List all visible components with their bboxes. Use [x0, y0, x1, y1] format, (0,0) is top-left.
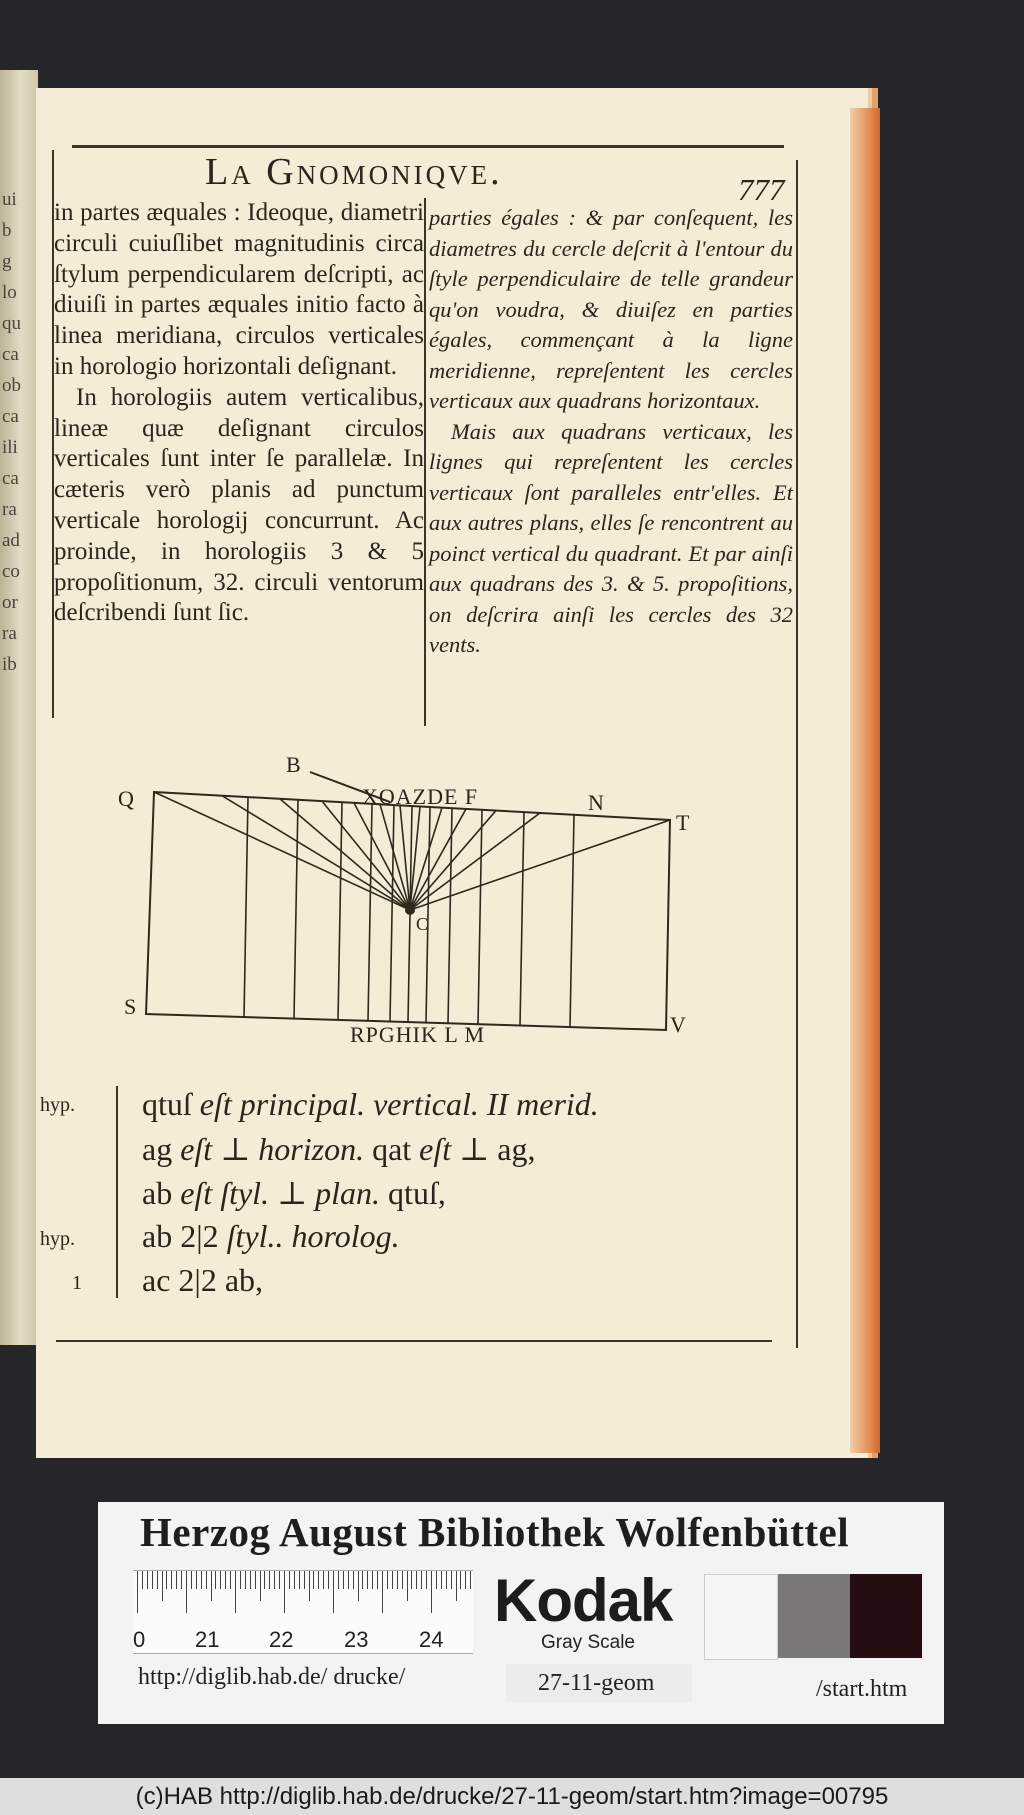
- top-rule: [72, 145, 784, 148]
- ray-to-point-c: [322, 801, 410, 910]
- facing-page-fragment: ca: [2, 468, 19, 489]
- ruler-tick: [348, 1571, 349, 1589]
- measurement-ruler: [133, 1570, 473, 1654]
- ruler-tick: [299, 1571, 300, 1589]
- formula-term: ab: [142, 1175, 181, 1211]
- ruler-tick: [304, 1571, 305, 1589]
- column-divider: [424, 198, 426, 726]
- ruler-tick: [274, 1571, 275, 1589]
- vertical-circle-line: [338, 802, 342, 1020]
- ruler-tick: [279, 1571, 280, 1589]
- black-swatch: [850, 1574, 922, 1658]
- latin-paragraph: in partes æquales : Ideoque, diametri circuli cuiuſlibet magnitudinis circa ſtylum perpendicularem deſcripti, ac diuiſi in partes æquales initio facto à linea meridiana, circulos verticales in horologio horizontali deſignant.: [54, 199, 424, 380]
- ruler-tick: [215, 1571, 216, 1589]
- ruler-tick: [392, 1571, 393, 1589]
- facing-page-fragment: g: [2, 251, 12, 272]
- ruler-tick: [318, 1571, 319, 1589]
- latin-paragraph: In horologiis autem verticalibus, lineæ quæ deſignant circulos verticales ſunt inter ſe parallelæ. In cæteris verò planis ad punctum verticale horologij concurrunt. Ac proinde, in horologiis 3 & 5 propoſitionum, 32. circuli ventorum deſcribendi ſunt ſic.: [54, 383, 424, 627]
- facing-page-fragment: ca: [2, 406, 19, 427]
- margin-label: 1: [72, 1272, 82, 1294]
- facing-page-edge: [0, 70, 38, 1345]
- formula-term: qat: [364, 1131, 420, 1167]
- facing-page-fragment: co: [2, 561, 20, 582]
- vertical-circle-line: [244, 797, 248, 1017]
- formula-term: qtuſ,: [380, 1175, 446, 1211]
- ruler-tick: [250, 1571, 251, 1589]
- ruler-tick: [456, 1571, 457, 1601]
- label-c: C: [416, 914, 429, 934]
- formula-term: ſtyl.. horolog.: [226, 1218, 400, 1254]
- ruler-number: 21: [195, 1627, 220, 1652]
- facing-page-fragment: ad: [2, 530, 20, 551]
- ruler-tick: [162, 1571, 163, 1601]
- ruler-tick: [260, 1571, 261, 1601]
- page-fore-edge: [850, 108, 880, 1453]
- label-q: Q: [118, 786, 134, 811]
- formula-term: ag,: [489, 1131, 536, 1167]
- url-prefix: http://diglib.hab.de/ drucke/: [138, 1664, 406, 1690]
- ruler-tick: [460, 1571, 461, 1589]
- ruler-tick: [196, 1571, 197, 1589]
- library-name: Herzog August Bibliothek Wolfenbüttel: [140, 1509, 850, 1555]
- ruler-tick: [191, 1571, 192, 1589]
- ruler-tick: [147, 1571, 148, 1589]
- facing-page-fragment: ili: [2, 437, 18, 458]
- gray-swatch: [778, 1574, 850, 1658]
- ruler-tick: [338, 1571, 339, 1589]
- formula-term: ag: [142, 1131, 181, 1167]
- ruler-tick: [235, 1571, 236, 1613]
- ruler-number: 22: [269, 1627, 294, 1652]
- ruler-tick: [152, 1571, 153, 1589]
- formula-term: eſt ⊥: [419, 1131, 490, 1167]
- kodak-logo: Kodak: [494, 1567, 673, 1634]
- ruler-tick: [323, 1571, 324, 1589]
- ruler-tick: [367, 1571, 368, 1589]
- ruler-tick: [309, 1571, 310, 1601]
- white-swatch: [704, 1574, 778, 1660]
- ruler-tick: [333, 1571, 334, 1613]
- ruler-tick: [387, 1571, 388, 1589]
- ruler-tick: [397, 1571, 398, 1589]
- vertical-circle-line: [520, 812, 524, 1026]
- ruler-tick: [402, 1571, 403, 1589]
- ruler-tick: [421, 1571, 422, 1589]
- ruler-tick: [446, 1571, 447, 1589]
- facing-page-fragment: lo: [2, 282, 17, 303]
- facing-page-fragment: or: [2, 592, 18, 613]
- ruler-tick: [362, 1571, 363, 1589]
- facing-page-fragment: b: [2, 220, 12, 241]
- ruler-tick: [426, 1571, 427, 1589]
- ruler-tick: [470, 1571, 471, 1589]
- ruler-tick: [142, 1571, 143, 1589]
- ruler-tick: [284, 1571, 285, 1613]
- formula-term: eſt principal. vertical. II merid.: [199, 1086, 599, 1122]
- formula-term: eſt ⊥ horizon.: [180, 1131, 365, 1167]
- ruler-number: 23: [344, 1627, 369, 1652]
- ruler-tick: [377, 1571, 378, 1589]
- ruler-tick: [465, 1571, 466, 1589]
- ruler-tick: [230, 1571, 231, 1589]
- facing-page-fragment: qu: [2, 313, 21, 334]
- ruler-number: 24: [419, 1627, 444, 1652]
- ray-to-point-c: [280, 799, 410, 910]
- facing-page-fragment: ob: [2, 375, 21, 396]
- ruler-tick: [372, 1571, 373, 1589]
- formula-line: [142, 1174, 446, 1212]
- vertical-circle-line: [478, 810, 482, 1025]
- formula-line: [142, 1218, 400, 1255]
- ruler-number: 0: [133, 1627, 146, 1652]
- ruler-tick: [211, 1571, 212, 1601]
- formula-line: [142, 1086, 599, 1123]
- formula-term: ab 2|2: [142, 1218, 227, 1254]
- french-column: [429, 203, 793, 661]
- label-s: S: [124, 994, 137, 1019]
- facing-page-fragment: ui: [2, 189, 17, 210]
- ruler-tick: [240, 1571, 241, 1589]
- copyright-footer: (c)HAB http://diglib.hab.de/drucke/27-11-geom/start.htm?image=00795: [0, 1778, 1024, 1815]
- ruler-tick: [269, 1571, 270, 1589]
- ruler-tick: [411, 1571, 412, 1589]
- facing-page-fragment: ra: [2, 623, 17, 644]
- facing-page-fragment: ib: [2, 654, 17, 675]
- formula-bracket: [116, 1086, 118, 1298]
- gray-scale-label: Gray Scale: [541, 1632, 635, 1653]
- ruler-tick: [225, 1571, 226, 1589]
- label-v: V: [670, 1012, 686, 1037]
- ruler-tick: [416, 1571, 417, 1589]
- ruler-tick: [328, 1571, 329, 1589]
- ruler-tick: [431, 1571, 432, 1613]
- margin-label: hyp.: [40, 1094, 75, 1116]
- facing-page-fragment: ra: [2, 499, 17, 520]
- formula-line: [142, 1130, 535, 1168]
- ruler-tick: [407, 1571, 408, 1601]
- ruler-tick: [289, 1571, 290, 1589]
- ruler-tick: [186, 1571, 187, 1613]
- ruler-tick: [137, 1571, 138, 1613]
- ruler-tick: [436, 1571, 437, 1589]
- ruler-tick: [245, 1571, 246, 1589]
- formula-term: eſt ſtyl. ⊥ plan.: [180, 1175, 381, 1211]
- ruler-tick: [313, 1571, 314, 1589]
- ruler-tick: [294, 1571, 295, 1589]
- ruler-tick: [343, 1571, 344, 1589]
- ruler-tick: [264, 1571, 265, 1589]
- running-head: La Gnomoniqve.: [205, 151, 503, 193]
- ruler-tick: [255, 1571, 256, 1589]
- point-c-dot: [405, 905, 415, 915]
- vertical-circle-line: [570, 815, 574, 1027]
- ruler-tick: [181, 1571, 182, 1589]
- url-suffix: /start.htm: [816, 1676, 908, 1702]
- ruler-tick: [206, 1571, 207, 1589]
- vertical-circle-line: [390, 805, 394, 1022]
- ruler-tick: [157, 1571, 158, 1589]
- url-id: 27-11-geom: [538, 1670, 655, 1696]
- bottom-rule: [56, 1340, 772, 1342]
- label-t: T: [676, 810, 690, 835]
- ruler-tick: [451, 1571, 452, 1589]
- ruler-tick: [201, 1571, 202, 1589]
- vertical-circle-line: [294, 800, 298, 1019]
- ruler-tick: [358, 1571, 359, 1601]
- ruler-tick: [176, 1571, 177, 1589]
- right-frame-line: [796, 160, 798, 1348]
- formula-line: [142, 1262, 263, 1299]
- formula-term: qtuſ: [142, 1086, 200, 1122]
- ruler-tick: [166, 1571, 167, 1589]
- ruler-tick: [382, 1571, 383, 1613]
- formula-term: ac 2|2 ab,: [142, 1262, 264, 1298]
- ruler-tick: [441, 1571, 442, 1589]
- facing-page-fragment: ca: [2, 344, 19, 365]
- label-b: B: [286, 752, 301, 777]
- label-bottom-points: RPGHIK L M: [350, 1022, 486, 1047]
- margin-label: hyp.: [40, 1228, 75, 1250]
- ruler-tick: [220, 1571, 221, 1589]
- french-paragraph: Mais aux quadrans verticaux, les lignes qui repreſentent les cercles verticaux ſont paralleles entr'elles. Et aux autres plans, elles ſe rencontrent au poinct vertical du quadrant. Et par ainſi aux quadrans des 3. & 5. propoſitions, on deſcrira ainſi les cercles des 32 vents.: [429, 418, 793, 657]
- page-number: 777: [738, 172, 785, 207]
- french-paragraph: parties égales : & par conſequent, les diametres du cercle deſcrit à l'entour du ſtyle perpendiculaire de telle grandeur qu'on voudra, & diuiſez en parties égales, commençant à la ligne meridienne, repreſentent les cercles verticaux aux quadrans horizontaux.: [429, 205, 793, 413]
- label-top-points: XOAZDE F: [362, 784, 479, 809]
- ruler-tick: [171, 1571, 172, 1589]
- label-n: N: [588, 790, 604, 815]
- latin-column: [54, 198, 424, 629]
- ruler-tick: [353, 1571, 354, 1589]
